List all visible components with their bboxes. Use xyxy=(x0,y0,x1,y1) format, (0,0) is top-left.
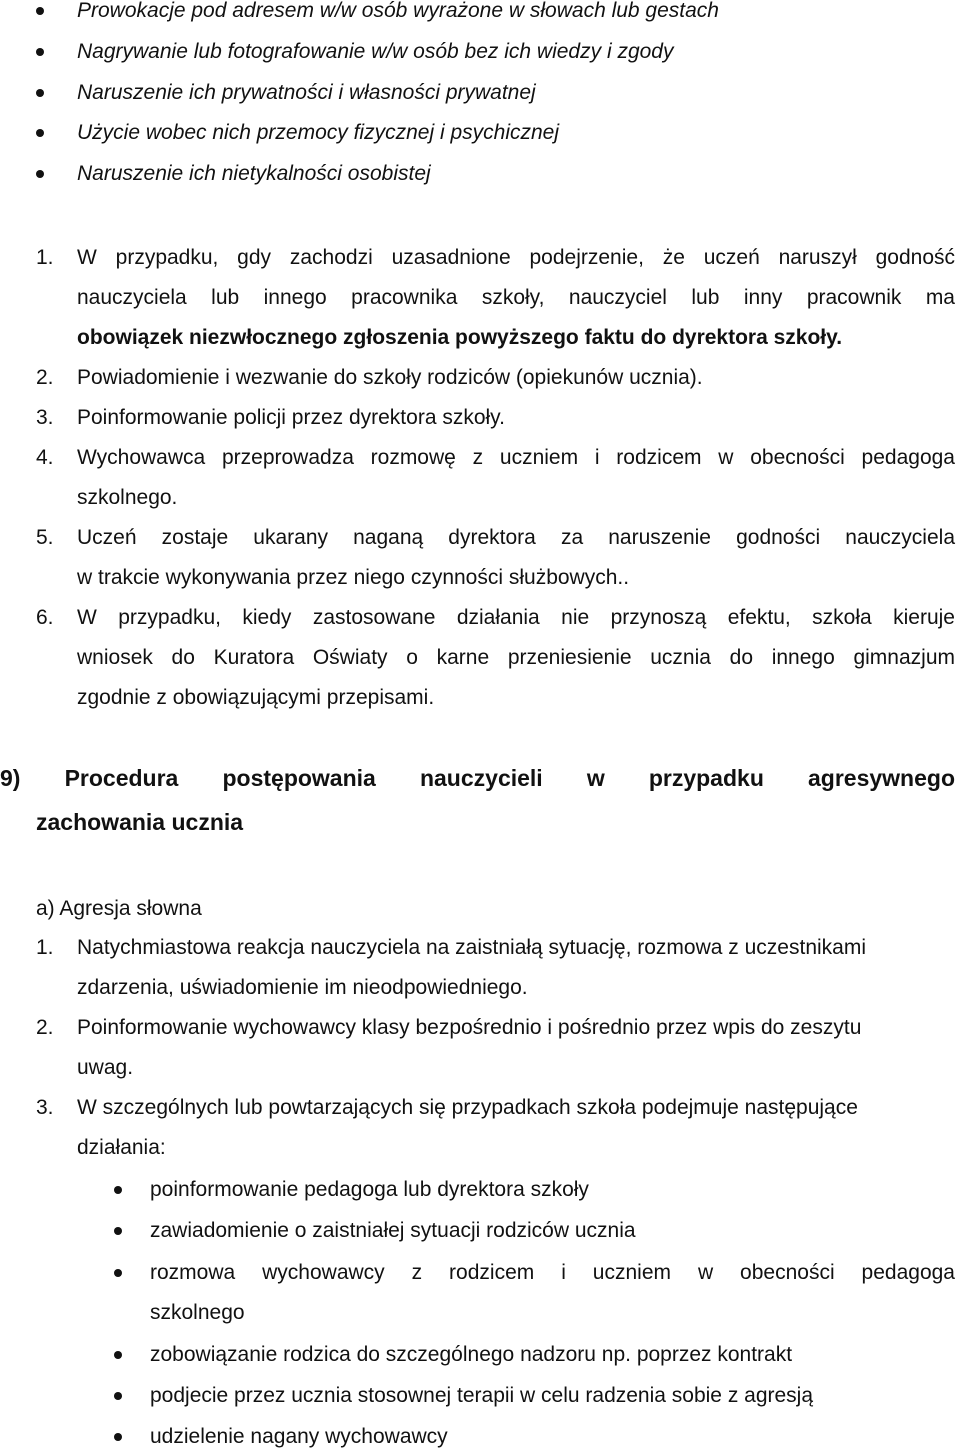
item-line: W szczególnych lub powtarzających się przypadkach szkoła podejmuje następujące xyxy=(77,1096,858,1119)
list-item xyxy=(77,445,955,485)
item-line: Natychmiastowa reakcja nauczyciela na zaistniałą sytuację, rozmowa z uczestnikami xyxy=(77,936,866,959)
bullet-icon xyxy=(36,129,44,137)
list-item: zawiadomienie o zaistniałej sytuacji rodziców ucznia xyxy=(150,1219,636,1242)
bullet-icon xyxy=(36,89,44,97)
item-line: zgodnie z obowiązującymi przepisami. xyxy=(77,686,435,709)
item-line: rozmowa wychowawcy z rodzicem i uczniem w obecności pedagoga xyxy=(150,1261,955,1284)
section-heading xyxy=(0,764,955,792)
bullet-icon xyxy=(36,48,44,56)
item-number: 2. xyxy=(36,1016,54,1039)
item-line: szkolnego xyxy=(150,1301,245,1324)
bullet-icon xyxy=(114,1392,122,1400)
item-number: 5. xyxy=(36,526,54,549)
bullet-icon xyxy=(114,1433,122,1441)
item-line: szkolnego. xyxy=(77,486,178,509)
item-number: 2. xyxy=(36,366,54,389)
subsection-title: a) Agresja słowna xyxy=(36,897,202,920)
list-item: Powiadomienie i wezwanie do szkoły rodziców (opiekunów ucznia). xyxy=(77,366,703,389)
item-number: 3. xyxy=(36,406,54,429)
section-heading-continued: zachowania ucznia xyxy=(36,809,244,835)
item-line: Wychowawca przeprowadza rozmowę z uczniem i rodzicem w obecności pedagoga xyxy=(77,446,955,469)
list-item xyxy=(150,1260,955,1286)
bullet-icon xyxy=(36,7,44,15)
list-item: poinformowanie pedagoga lub dyrektora szkoły xyxy=(150,1178,589,1201)
item-line: Poinformowanie wychowawcy klasy bezpośrednio i pośrednio przez wpis do zeszytu xyxy=(77,1016,862,1039)
item-line-bold: obowiązek niezwłocznego zgłoszenia powyższego faktu do dyrektora szkoły. xyxy=(77,326,843,349)
item-number: 6. xyxy=(36,606,54,629)
heading-line: 9) Procedura postępowania nauczycieli w przypadku agresywnego xyxy=(0,765,955,791)
item-number: 1. xyxy=(36,246,54,269)
item-line: Uczeń zostaje ukarany naganą dyrektora za naruszenie godności nauczyciela xyxy=(77,526,955,549)
bullet-icon xyxy=(114,1269,122,1277)
list-item: Naruszenie ich prywatności i własności prywatnej xyxy=(77,81,536,104)
list-item xyxy=(77,605,955,685)
list-item: Nagrywanie lub fotografowanie w/w osób bez ich wiedzy i zgody xyxy=(77,40,674,63)
list-item: udzielenie nagany wychowawcy xyxy=(150,1425,448,1448)
item-line: uwag. xyxy=(77,1056,134,1079)
list-item: Poinformowanie policji przez dyrektora szkoły. xyxy=(77,406,505,429)
bullet-icon xyxy=(114,1227,122,1235)
bullet-icon xyxy=(114,1351,122,1359)
list-item: Prowokacje pod adresem w/w osób wyrażone w słowach lub gestach xyxy=(77,0,719,22)
item-line: wniosek do Kuratora Oświaty o karne przeniesienie ucznia do innego gimnazjum xyxy=(77,646,955,669)
list-item: podjecie przez ucznia stosownej terapii w celu radzenia sobie z agresją xyxy=(150,1384,814,1407)
item-number: 4. xyxy=(36,446,54,469)
item-number: 3. xyxy=(36,1096,54,1119)
item-line: nauczyciela lub innego pracownika szkoły, nauczyciel lub inny pracownik ma xyxy=(77,286,955,309)
list-item xyxy=(77,245,955,325)
list-item: Użycie wobec nich przemocy fizycznej i psychicznej xyxy=(77,121,560,144)
list-item: Naruszenie ich nietykalności osobistej xyxy=(77,162,431,185)
list-item: zobowiązanie rodzica do szczególnego nadzoru np. poprzez kontrakt xyxy=(150,1343,793,1366)
item-line: działania: xyxy=(77,1136,166,1159)
list-item xyxy=(77,525,955,565)
item-number: 1. xyxy=(36,936,54,959)
bullet-icon xyxy=(36,170,44,178)
item-line: zdarzenia, uświadomienie im nieodpowiedniego. xyxy=(77,976,528,999)
item-line: W przypadku, kiedy zastosowane działania nie przynoszą efektu, szkoła kieruje xyxy=(77,606,955,629)
item-line: W przypadku, gdy zachodzi uzasadnione podejrzenie, że uczeń naruszył godność xyxy=(77,246,955,269)
item-line: w trakcie wykonywania przez niego czynności służbowych.. xyxy=(77,566,630,589)
bullet-icon xyxy=(114,1186,122,1194)
